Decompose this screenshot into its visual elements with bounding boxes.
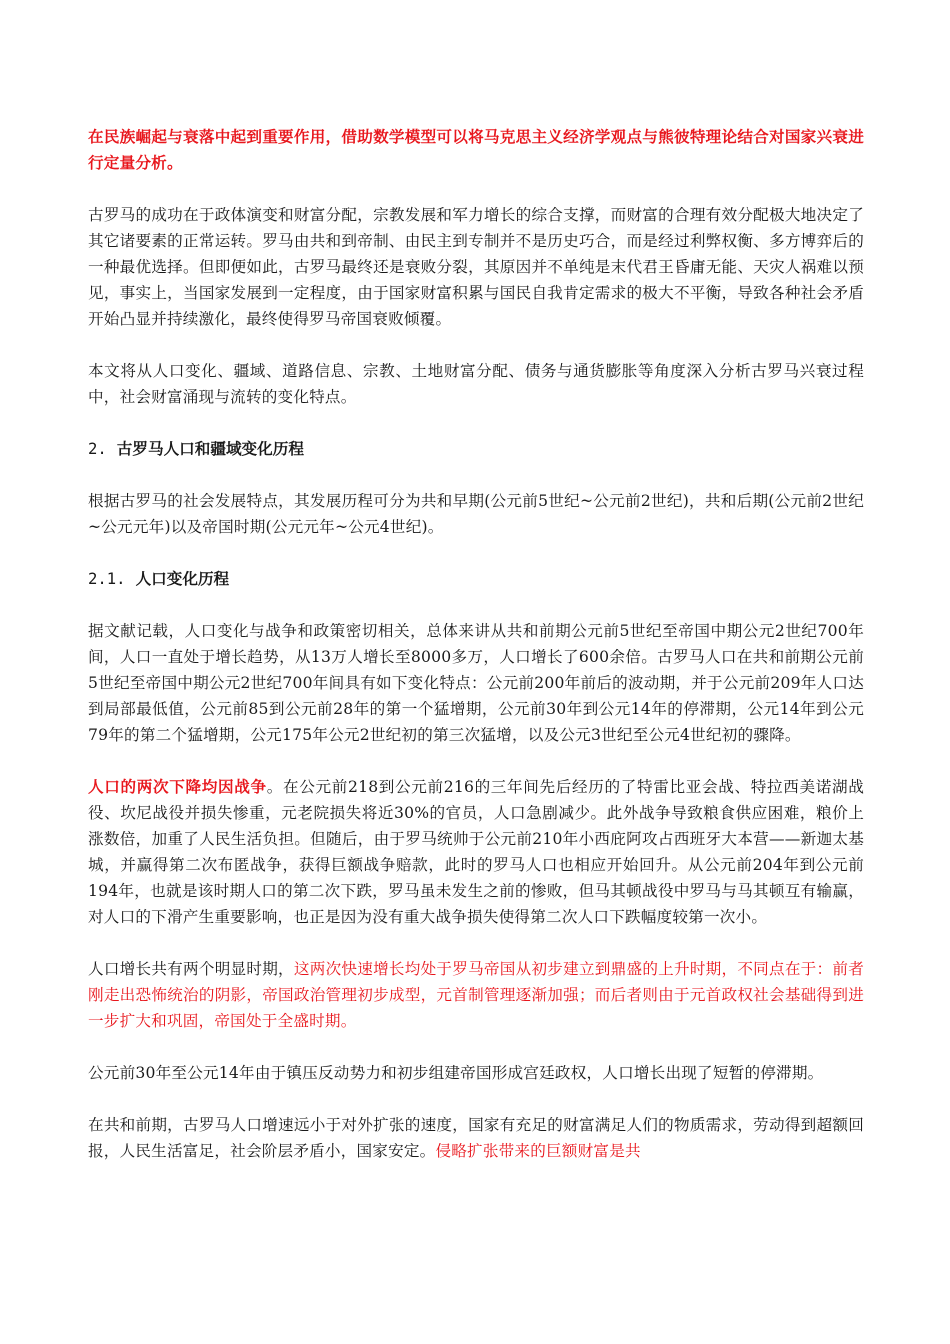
stagnation-paragraph: 公元前30年至公元14年由于镇压反动势力和初步组建帝国形成宫廷政权，人口增长出现了短暂的停滞期。 xyxy=(88,1064,824,1082)
growth-lead-text: 人口增长共有两个明显时期， xyxy=(88,960,294,978)
section-2-1-heading xyxy=(88,566,864,592)
section-2-heading xyxy=(88,436,864,462)
decline-lead-text: 人口的两次下降均因战争 xyxy=(88,777,267,796)
growth-highlight-text: 这两次快速增长均处于罗马帝国从初步建立到鼎盛的上升时期，不同点在于：前者刚走出恐怖统治的阴影，帝国政治管理初步成型，元首制管理逐渐加强；而后者则由于元首政权社会基础得到进一步扩大和巩固，帝国处于全盛时期。 xyxy=(88,960,864,1030)
decline-paragraph xyxy=(88,774,864,930)
early-republic-paragraph xyxy=(88,1112,864,1164)
intro-conclusion-paragraph: 在民族崛起与衰落中起到重要作用，借助数学模型可以将马克思主义经济学观点与熊彼特理论结合对国家兴衰进行定量分析。 xyxy=(88,127,864,172)
section-2-1-number: 2.1. xyxy=(88,570,126,588)
section-2-title: 古罗马人口和疆域变化历程 xyxy=(116,439,304,458)
rome-success-paragraph: 古罗马的成功在于政体演变和财富分配，宗教发展和军力增长的综合支撑，而财富的合理有效分配极大地决定了其它诸要素的正常运转。罗马由共和到帝制、由民主到专制并不是历史巧合，而是经过利弊权衡、多方博弈后的一种最优选择。但即便如此，古罗马最终还是衰败分裂，其原因并不单纯是末代君王昏庸无能、天灾人祸难以预见，事实上，当国家发展到一定程度，由于国家财富积累与国民自我肯定需求的极大不平衡，导致各种社会矛盾开始凸显并持续激化，最终使得罗马帝国衰败倾覆。 xyxy=(88,206,864,328)
early-republic-highlight-text: 侵略扩张带来的巨额财富是共 xyxy=(435,1142,641,1160)
periods-paragraph: 根据古罗马的社会发展特点，其发展历程可分为共和早期(公元前5世纪~公元前2世纪)，共和后期(公元前2世纪~公元元年)以及帝国时期(公元元年~公元4世纪)。 xyxy=(88,492,864,536)
population-paragraph: 据文献记载，人口变化与战争和政策密切相关，总体来讲从共和前期公元前5世纪至帝国中期公元2世纪700年间，人口一直处于增长趋势，从13万人增长至8000多万，人口增长了600余倍。古罗马人口在共和前期公元前5世纪至帝国中期公元2世纪700年间具有如下变化特点：公元前200年前后的波动期，并于公元前209年人口达到局部最低值，公元前85到公元前28年的第一个猛增期，公元前30年到公元14年的停滞期，公元14年到公元79年的第二个猛增期，公元175年公元2世纪初的第三次猛增，以及公元3世纪至公元4世纪初的骤降。 xyxy=(88,622,864,744)
section-2-number: 2. xyxy=(88,440,107,458)
growth-paragraph xyxy=(88,956,864,1034)
scope-paragraph: 本文将从人口变化、疆域、道路信息、宗教、土地财富分配、债务与通货膨胀等角度深入分析古罗马兴衰过程中，社会财富涌现与流转的变化特点。 xyxy=(88,362,864,406)
document-page xyxy=(88,124,864,1190)
decline-body-text: 。在公元前218到公元前216的三年间先后经历的了特雷比亚会战、特拉西美诺湖战役、坎尼战役并损失惨重，元老院损失将近30%的官员，人口急剧减少。此外战争导致粮食供应困难，粮价上涨数倍，加重了人民生活负担。但随后，由于罗马统帅于公元前210年小西庇阿攻占西班牙大本营——新迦太基城，并赢得第二次布匿战争，获得巨额战争赔款，此时的罗马人口也相应开始回升。从公元前204年到公元前194年，也就是该时期人口的第二次下跌，罗马虽未发生之前的惨败，但马其顿战役中罗马与马其顿互有输赢，对人口的下滑产生重要影响，也正是因为没有重大战争损失使得第二次人口下跌幅度较第一次小。 xyxy=(88,778,865,926)
early-republic-lead-text: 在共和前期，古罗马人口增速远小于对外扩张的速度，国家有充足的财富满足人们的物质需求，劳动得到超额回报，人民生活富足，社会阶层矛盾小，国家安定。 xyxy=(88,1116,864,1160)
section-2-1-title: 人口变化历程 xyxy=(135,569,230,588)
